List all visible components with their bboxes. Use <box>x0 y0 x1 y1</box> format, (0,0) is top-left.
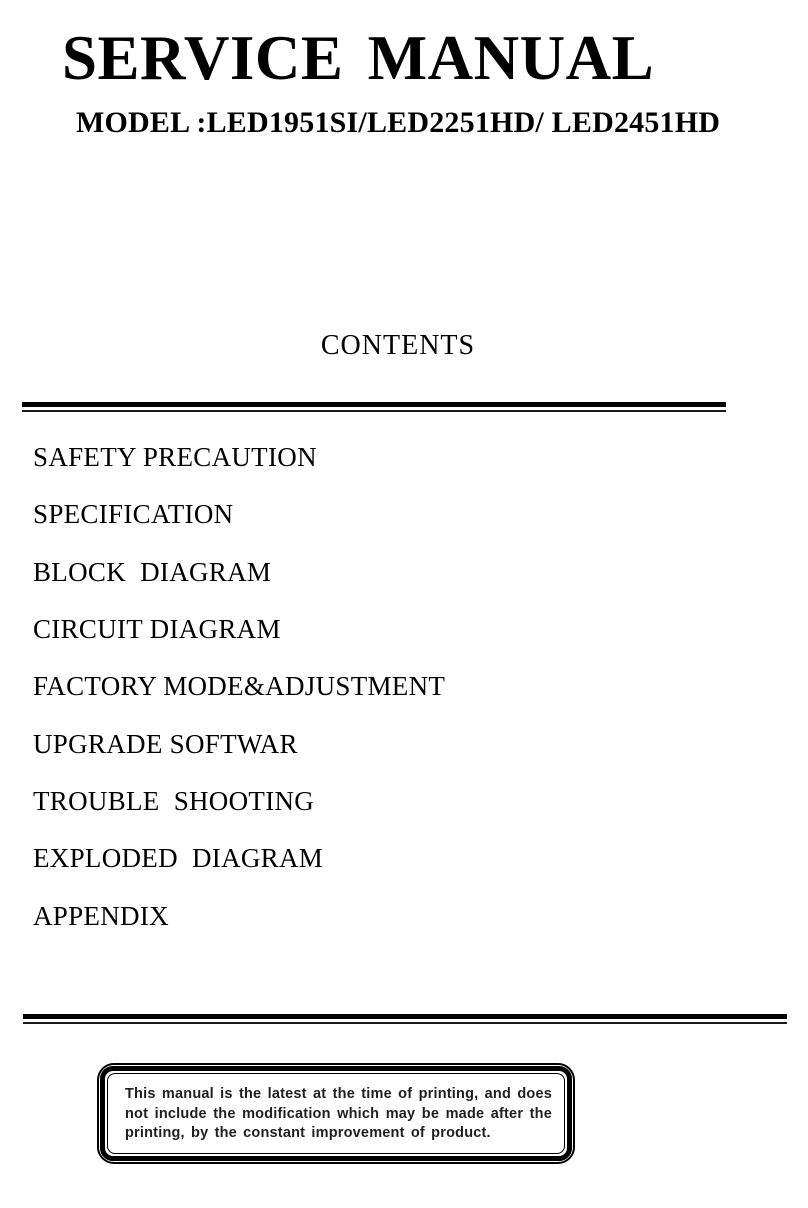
toc-item-specification: SPECIFICATION <box>33 499 234 530</box>
bottom-divider <box>23 1014 787 1024</box>
printing-note-box-inner-border <box>107 1073 565 1154</box>
printing-note-text: This manual is the latest at the time of printing, and does not include the modification which may be made after the printing, by the constant improvement of product. <box>125 1086 552 1141</box>
page-title: SERVICE MANUAL <box>62 23 655 93</box>
toc-item-appendix: APPENDIX <box>33 900 169 931</box>
top-divider <box>22 402 726 412</box>
printing-note-box <box>97 1063 575 1164</box>
toc-item-factory-mode-adjustment: FACTORY MODE&ADJUSTMENT <box>33 671 446 702</box>
toc-item-safety-precaution: SAFETY PRECAUTION <box>33 442 317 473</box>
table-of-contents <box>33 429 753 945</box>
toc-item-circuit-diagram: CIRCUIT DIAGRAM <box>33 614 281 645</box>
model-line: MODEL :LED1951SI/LED2251HD/ LED2451HD <box>76 106 721 139</box>
toc-item-upgrade-software: UPGRADE SOFTWAR <box>33 728 298 759</box>
bottom-divider-thick-bar <box>23 1014 787 1019</box>
printing-note-box-mid-border <box>100 1066 572 1161</box>
toc-item-trouble-shooting: TROUBLE SHOOTING <box>33 785 315 816</box>
top-divider-thick-bar <box>22 402 726 407</box>
toc-item-exploded-diagram: EXPLODED DIAGRAM <box>33 843 324 874</box>
top-divider-thin-bar <box>22 410 726 412</box>
toc-item-block-diagram: BLOCK DIAGRAM <box>33 556 272 587</box>
contents-heading: CONTENTS <box>320 330 476 361</box>
bottom-divider-thin-bar <box>23 1022 787 1024</box>
